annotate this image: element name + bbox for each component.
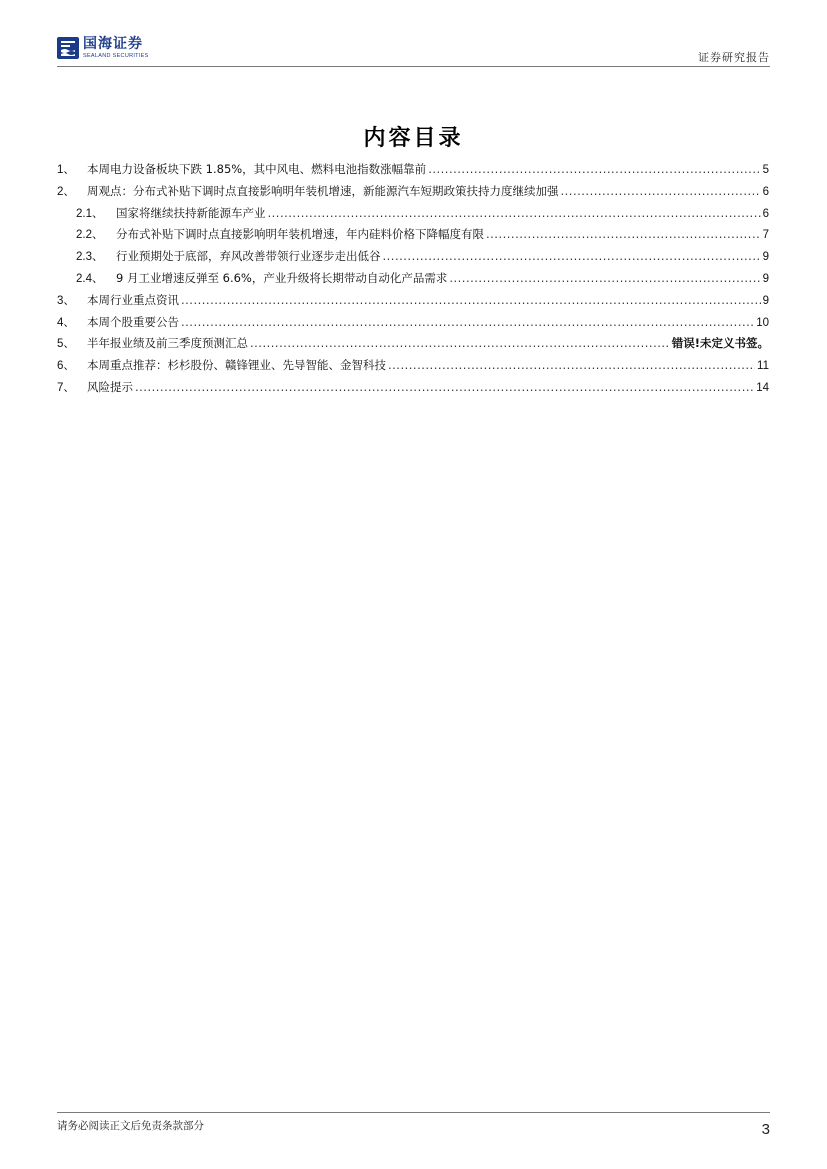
toc-dot-leader bbox=[428, 159, 760, 181]
toc-entry-title: 本周行业重点资讯 bbox=[87, 292, 179, 307]
toc-subentry[interactable] bbox=[57, 224, 769, 246]
toc-entry-page: 10 bbox=[756, 316, 769, 329]
toc-subentry[interactable] bbox=[57, 268, 769, 290]
toc-entry-page: 6 bbox=[762, 185, 769, 198]
toc-entry-number: 6、 bbox=[57, 360, 75, 373]
company-logo bbox=[57, 36, 149, 60]
table-of-contents bbox=[57, 159, 769, 399]
toc-dot-leader bbox=[383, 246, 761, 268]
toc-entry-title: 本周个股重要公告 bbox=[87, 314, 179, 329]
logo-english-name: SEALAND SECURITIES bbox=[83, 53, 149, 59]
page-number: 3 bbox=[761, 1121, 770, 1138]
toc-entry-number: 5、 bbox=[57, 338, 75, 351]
toc-title: 内容目录 bbox=[363, 126, 464, 151]
toc-dot-leader bbox=[388, 355, 755, 377]
toc-entry-title: 周观点：分布式补贴下调时点直接影响明年装机增速，新能源汽车短期政策扶持力度继续加强 bbox=[87, 183, 559, 198]
toc-entry-title: 行业预期处于底部，弃风改善带领行业逐步走出低谷 bbox=[116, 249, 381, 264]
toc-entry-number: 2.2、 bbox=[76, 229, 104, 242]
report-type-label: 证券研究报告 bbox=[698, 51, 770, 64]
footer-divider bbox=[57, 1112, 770, 1113]
toc-entry-page: 9 bbox=[762, 272, 769, 285]
toc-entry-page: 9 bbox=[762, 294, 769, 307]
toc-entry-page: 14 bbox=[756, 381, 769, 394]
logo-chinese-name: 国海证券 bbox=[83, 36, 143, 52]
toc-entry-page: 7 bbox=[762, 229, 769, 242]
toc-entry-title: 本周重点推荐：杉杉股份、赣锋锂业、先导智能、金智科技 bbox=[87, 358, 386, 373]
toc-entry[interactable] bbox=[57, 333, 769, 355]
toc-entry-page: 6 bbox=[762, 207, 769, 220]
toc-dot-leader bbox=[135, 377, 754, 399]
toc-dot-leader bbox=[486, 224, 761, 246]
toc-entry[interactable] bbox=[57, 181, 769, 203]
toc-entry-number: 4、 bbox=[57, 316, 75, 329]
toc-subentry[interactable] bbox=[57, 246, 769, 268]
toc-entry-number: 7、 bbox=[57, 381, 75, 394]
toc-entry-number: 2.1、 bbox=[76, 207, 104, 220]
toc-entry[interactable] bbox=[57, 355, 769, 377]
toc-entry[interactable] bbox=[57, 159, 769, 181]
toc-entry-number: 2.3、 bbox=[76, 251, 104, 264]
toc-dot-leader bbox=[268, 203, 761, 225]
toc-entry-number: 3、 bbox=[57, 294, 75, 307]
toc-entry[interactable] bbox=[57, 290, 769, 312]
toc-dot-leader bbox=[181, 312, 754, 334]
toc-entry-page: 9 bbox=[762, 251, 769, 264]
toc-dot-leader bbox=[250, 333, 670, 355]
sealand-logo-icon bbox=[57, 37, 79, 59]
toc-entry-page: 5 bbox=[762, 164, 769, 176]
toc-entry-number: 2、 bbox=[57, 185, 75, 198]
header-divider bbox=[57, 66, 770, 67]
toc-entry-title: 分布式补贴下调时点直接影响明年装机增速，年内硅料价格下降幅度有限 bbox=[116, 227, 484, 242]
toc-dot-leader bbox=[449, 268, 760, 290]
toc-entry-number: 2.4、 bbox=[76, 272, 104, 285]
toc-entry-page: 11 bbox=[757, 360, 769, 373]
toc-entry-title: 9 月工业增速反弹至 6.6%，产业升级将长期带动自动化产品需求 bbox=[116, 270, 448, 285]
toc-entry-number: 1、 bbox=[57, 164, 75, 176]
toc-subentry[interactable] bbox=[57, 203, 769, 225]
page-header bbox=[57, 36, 770, 66]
disclaimer-note: 请务必阅读正文后免责条款部分 bbox=[57, 1120, 204, 1132]
toc-entry-title: 半年报业绩及前三季度预测汇总 bbox=[87, 336, 248, 351]
toc-entry-title: 国家将继续扶持新能源车产业 bbox=[116, 205, 266, 220]
toc-entry-title: 本周电力设备板块下跌 1.85%，其中风电、燃料电池指数涨幅靠前 bbox=[87, 162, 427, 176]
toc-dot-leader bbox=[181, 290, 761, 312]
toc-entry[interactable] bbox=[57, 377, 769, 399]
toc-entry[interactable] bbox=[57, 312, 769, 334]
toc-entry-page-error: 错误!未定义书签。 bbox=[671, 336, 769, 351]
toc-dot-leader bbox=[561, 181, 761, 203]
toc-entry-title: 风险提示 bbox=[87, 379, 133, 394]
